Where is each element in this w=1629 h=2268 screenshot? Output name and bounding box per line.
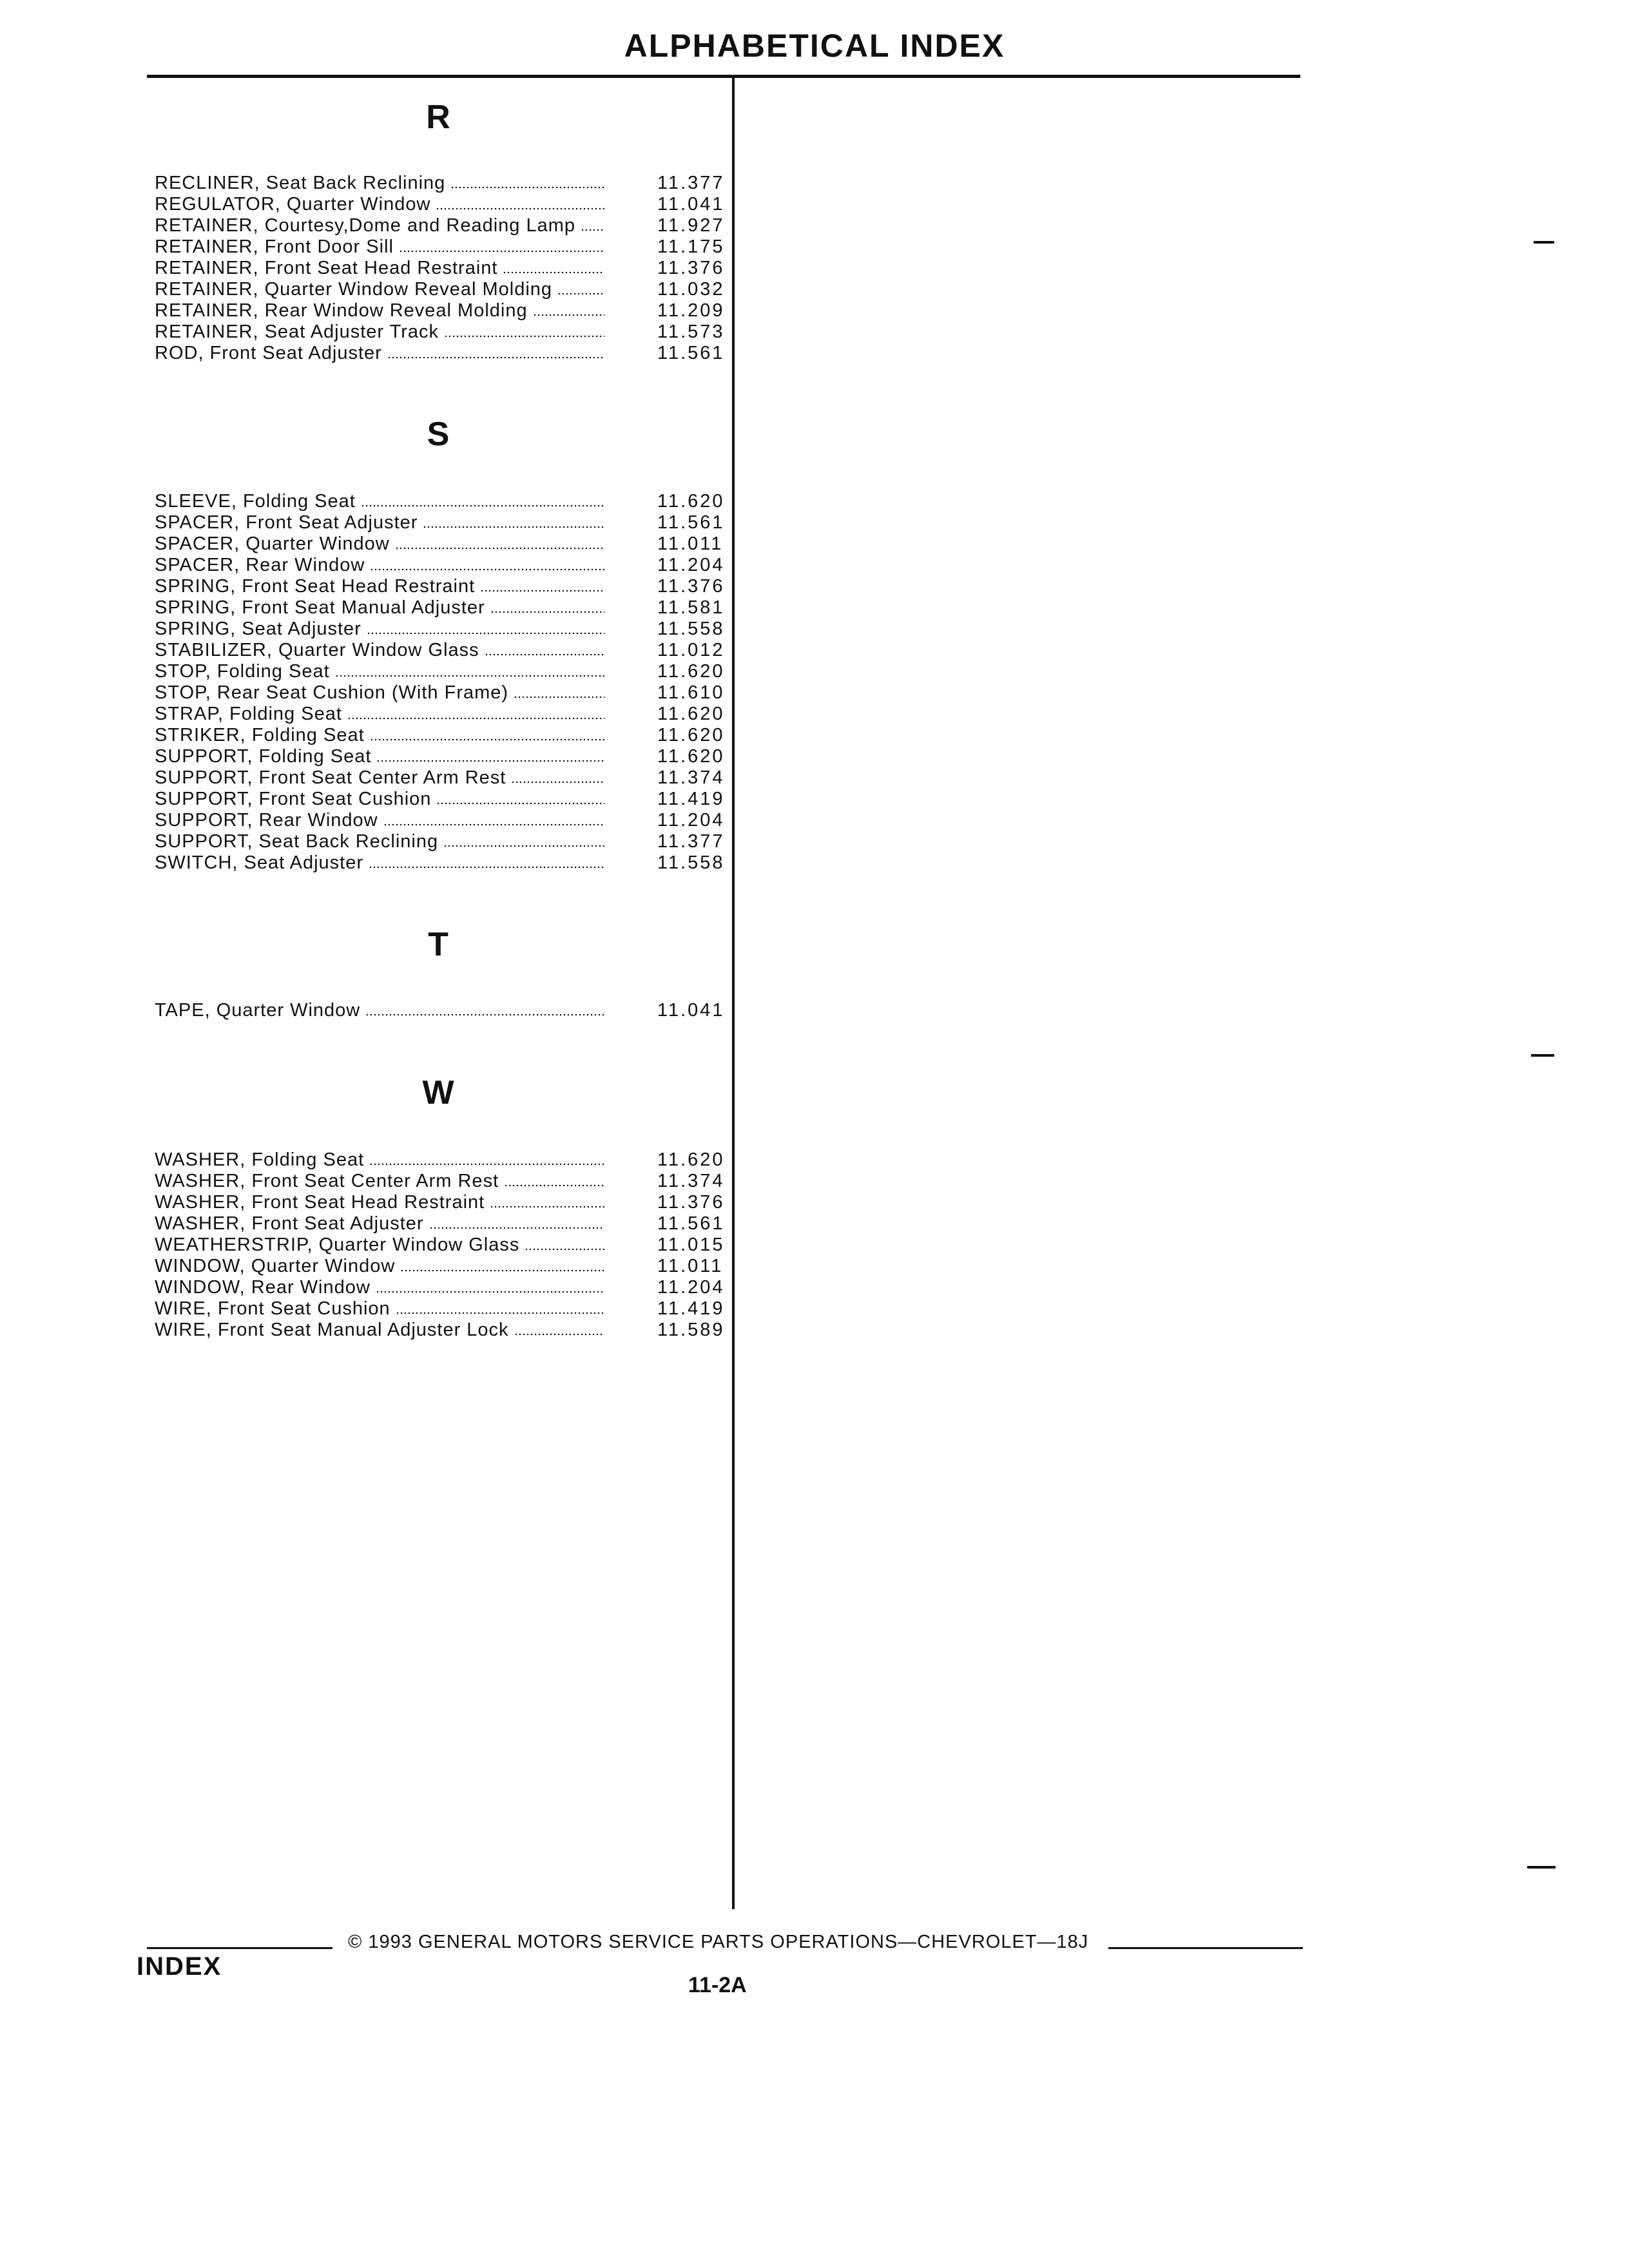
entry-name: RETAINER, Front Seat Head Restraint — [155, 258, 498, 278]
dot-leader — [383, 823, 604, 826]
dot-leader — [399, 250, 604, 253]
dot-leader — [525, 1248, 604, 1251]
entry-page-ref: 11.581 — [657, 597, 725, 618]
entry-page-ref: 11.620 — [657, 491, 725, 512]
dot-leader — [511, 781, 604, 783]
index-entry — [155, 173, 728, 194]
index-entry — [155, 704, 728, 725]
dot-leader — [485, 653, 604, 656]
entry-list-r — [155, 173, 728, 364]
index-entry — [155, 640, 728, 661]
entry-name: STOP, Folding Seat — [155, 661, 330, 682]
entry-page-ref: 11.376 — [657, 258, 725, 278]
dot-leader — [370, 738, 604, 741]
dot-leader — [504, 1184, 604, 1187]
entry-name: WIRE, Front Seat Manual Adjuster Lock — [155, 1320, 509, 1340]
entry-name: RECLINER, Seat Back Reclining — [155, 173, 446, 193]
index-entry — [155, 1235, 728, 1256]
entry-page-ref: 11.204 — [657, 555, 725, 575]
dot-leader — [376, 760, 604, 762]
entry-page-ref: 11.376 — [657, 576, 725, 597]
entry-list-s — [155, 491, 728, 874]
entry-page-ref: 11.175 — [657, 236, 725, 257]
entry-page-ref: 11.927 — [657, 215, 725, 236]
index-entry — [155, 852, 728, 874]
entry-page-ref: 11.620 — [657, 725, 725, 745]
index-entry — [155, 258, 728, 279]
entry-page-ref: 11.558 — [657, 852, 725, 873]
dot-leader — [387, 356, 604, 359]
page-title: ALPHABETICAL INDEX — [624, 28, 1005, 64]
index-entry — [155, 512, 728, 533]
dot-leader — [367, 632, 604, 635]
dot-leader — [429, 1227, 604, 1229]
index-entry — [155, 789, 728, 810]
index-entry — [155, 767, 728, 789]
entry-name: SPRING, Seat Adjuster — [155, 619, 361, 639]
entry-name: SPACER, Rear Window — [155, 555, 365, 575]
entry-name: WEATHERSTRIP, Quarter Window Glass — [155, 1235, 520, 1255]
entry-name: TAPE, Quarter Window — [155, 1000, 361, 1021]
footer-rule-left — [147, 1947, 333, 1949]
entry-page-ref: 11.558 — [657, 619, 725, 639]
page-number: 11-2A — [688, 1973, 747, 1997]
dot-leader — [450, 186, 604, 189]
entry-name: SPACER, Front Seat Adjuster — [155, 512, 418, 533]
entry-page-ref: 11.610 — [657, 682, 725, 703]
index-entry — [155, 661, 728, 682]
dot-leader — [436, 802, 604, 805]
entry-name: SWITCH, Seat Adjuster — [155, 852, 363, 873]
footer-section-label: INDEX — [137, 1952, 222, 1981]
entry-page-ref: 11.620 — [657, 746, 725, 767]
index-entry — [155, 236, 728, 258]
index-entry — [155, 491, 728, 512]
dot-leader — [369, 866, 604, 869]
entry-page-ref: 11.573 — [657, 322, 725, 342]
entry-page-ref: 11.589 — [657, 1320, 725, 1340]
dot-leader — [444, 335, 604, 338]
entry-name: SPRING, Front Seat Manual Adjuster — [155, 597, 485, 618]
index-entry — [155, 533, 728, 555]
entry-page-ref: 11.376 — [657, 1192, 725, 1213]
section-letter-w: W — [422, 1074, 454, 1111]
entry-name: WASHER, Front Seat Head Restraint — [155, 1192, 485, 1213]
header-rule — [147, 75, 1300, 78]
entry-page-ref: 11.377 — [657, 173, 725, 193]
dot-leader — [490, 611, 604, 613]
entry-page-ref: 11.032 — [657, 279, 725, 300]
dot-leader — [490, 1206, 604, 1208]
entry-page-ref: 11.041 — [657, 1000, 725, 1021]
entry-name: ROD, Front Seat Adjuster — [155, 343, 382, 363]
entry-page-ref: 11.419 — [657, 789, 725, 809]
entry-page-ref: 11.561 — [657, 343, 725, 363]
index-entry — [155, 343, 728, 364]
margin-mark — [1534, 241, 1554, 244]
index-entry — [155, 746, 728, 767]
entry-name: REGULATOR, Quarter Window — [155, 194, 431, 215]
dot-leader — [395, 547, 604, 550]
footer-rule-right — [1108, 1947, 1303, 1949]
dot-leader — [503, 271, 604, 274]
entry-name: SUPPORT, Rear Window — [155, 810, 378, 831]
index-entry — [155, 810, 728, 831]
entry-page-ref: 11.374 — [657, 1171, 725, 1191]
index-entry — [155, 576, 728, 597]
entry-name: SUPPORT, Front Seat Center Arm Rest — [155, 767, 506, 788]
entry-name: RETAINER, Rear Window Reveal Molding — [155, 300, 528, 321]
entry-name: RETAINER, Courtesy,Dome and Reading Lamp — [155, 215, 576, 236]
dot-leader — [436, 207, 604, 210]
entry-name: RETAINER, Quarter Window Reveal Molding — [155, 279, 553, 300]
entry-page-ref: 11.620 — [657, 661, 725, 682]
entry-name: SPACER, Quarter Window — [155, 533, 390, 554]
index-entry — [155, 1256, 728, 1277]
index-entry — [155, 831, 728, 852]
dot-leader — [533, 314, 604, 316]
entry-page-ref: 11.419 — [657, 1298, 725, 1319]
index-entry — [155, 1298, 728, 1320]
dot-leader — [369, 1163, 604, 1166]
dot-leader — [400, 1269, 604, 1272]
entry-name: SUPPORT, Seat Back Reclining — [155, 831, 439, 852]
entry-name: SUPPORT, Front Seat Cushion — [155, 789, 432, 809]
entry-page-ref: 11.209 — [657, 300, 725, 321]
index-entry — [155, 194, 728, 215]
entry-page-ref: 11.011 — [657, 1256, 724, 1276]
entry-name: RETAINER, Front Door Sill — [155, 236, 394, 257]
entry-page-ref: 11.374 — [657, 767, 725, 788]
index-entry — [155, 279, 728, 300]
index-entry — [155, 1000, 728, 1021]
index-entry — [155, 725, 728, 746]
entry-name: WASHER, Front Seat Center Arm Rest — [155, 1171, 499, 1191]
dot-leader — [365, 1014, 604, 1016]
dot-leader — [443, 845, 604, 847]
index-entry — [155, 215, 728, 236]
section-letter-s: S — [427, 416, 450, 453]
entry-name: SLEEVE, Folding Seat — [155, 491, 356, 512]
index-entry — [155, 555, 728, 576]
entry-name: STRIKER, Folding Seat — [155, 725, 365, 745]
index-entry — [155, 1320, 728, 1341]
dot-leader — [335, 675, 604, 677]
dot-leader — [361, 505, 604, 507]
entry-name: WASHER, Folding Seat — [155, 1149, 365, 1170]
index-entry — [155, 597, 728, 619]
entry-page-ref: 11.204 — [657, 1277, 725, 1298]
index-entry — [155, 1192, 728, 1213]
dot-leader — [581, 229, 604, 231]
entry-list-t — [155, 1000, 728, 1021]
index-entry — [155, 682, 728, 704]
entry-list-w — [155, 1149, 728, 1341]
entry-page-ref: 11.620 — [657, 704, 725, 724]
column-divider — [732, 78, 735, 1909]
entry-name: STOP, Rear Seat Cushion (With Frame) — [155, 682, 509, 703]
entry-name: SPRING, Front Seat Head Restraint — [155, 576, 476, 597]
dot-leader — [480, 590, 604, 592]
entry-page-ref: 11.561 — [657, 512, 725, 533]
entry-name: STRAP, Folding Seat — [155, 704, 342, 724]
entry-page-ref: 11.561 — [657, 1213, 725, 1234]
section-letter-t: T — [428, 926, 448, 963]
dot-leader — [347, 717, 604, 720]
entry-page-ref: 11.377 — [657, 831, 725, 852]
section-letter-r: R — [426, 99, 450, 136]
entry-page-ref: 11.015 — [657, 1235, 725, 1255]
margin-mark — [1531, 1054, 1554, 1057]
dot-leader — [557, 293, 604, 295]
index-entry — [155, 300, 728, 322]
entry-page-ref: 11.204 — [657, 810, 725, 831]
entry-name: STABILIZER, Quarter Window Glass — [155, 640, 479, 660]
entry-page-ref: 11.041 — [657, 194, 725, 215]
index-entry — [155, 1149, 728, 1171]
entry-name: WASHER, Front Seat Adjuster — [155, 1213, 424, 1234]
entry-name: WINDOW, Rear Window — [155, 1277, 371, 1298]
index-entry — [155, 1277, 728, 1298]
entry-name: WINDOW, Quarter Window — [155, 1256, 396, 1276]
footer-copyright: © 1993 GENERAL MOTORS SERVICE PARTS OPERATIONS—CHEVROLET—18J — [348, 1932, 1089, 1952]
margin-mark — [1527, 1866, 1556, 1869]
entry-name: SUPPORT, Folding Seat — [155, 746, 372, 767]
dot-leader — [376, 1291, 604, 1293]
entry-name: RETAINER, Seat Adjuster Track — [155, 322, 439, 342]
entry-page-ref: 11.620 — [657, 1149, 725, 1170]
dot-leader — [396, 1312, 604, 1314]
dot-leader — [370, 568, 604, 571]
dot-leader — [423, 526, 604, 528]
index-entry — [155, 322, 728, 343]
index-entry — [155, 619, 728, 640]
entry-page-ref: 11.011 — [657, 533, 724, 554]
entry-name: WIRE, Front Seat Cushion — [155, 1298, 390, 1319]
index-entry — [155, 1213, 728, 1235]
dot-leader — [514, 696, 604, 698]
index-entry — [155, 1171, 728, 1192]
entry-page-ref: 11.012 — [657, 640, 725, 660]
dot-leader — [514, 1333, 604, 1336]
